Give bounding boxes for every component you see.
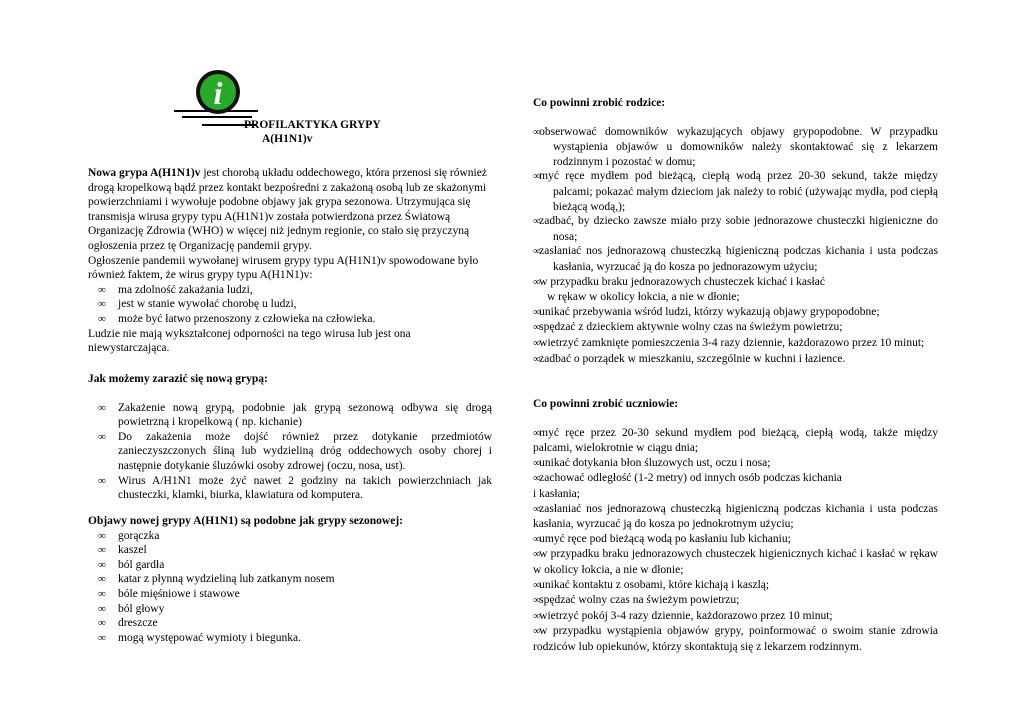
infinity-bullet-icon: ∞ bbox=[533, 457, 540, 469]
infinity-bullet-icon: ∞ bbox=[533, 595, 540, 607]
list-item: ∞ jest w stanie wywołać chorobę u ludzi, bbox=[98, 298, 297, 311]
list-item: ∞ Zakażenie nową grypą, podobnie jak grypą sezonową odbywa się drogą powietrzną i kropelkową ( np. kichanie) bbox=[98, 401, 492, 429]
list-item: ∞spędzać wolny czas na świeżym powietrzu; bbox=[533, 594, 740, 607]
list-item: ∞unikać dotykania błon śluzowych ust, oczu i nosa; bbox=[533, 456, 771, 469]
infinity-bullet-icon: ∞ bbox=[533, 626, 540, 638]
list-item: ∞ Do zakażenia może dojść również przez dotykanie przedmiotów zanieczyszczonych śliną lub wydzieliną dróg oddechowych osoby chorej i następnie dotykanie śluzówki osoby zdrowej (oczu, nosa, ust). bbox=[98, 430, 492, 472]
list-item: ∞myć ręce mydłem pod bieżącą, ciepłą wodą przez 20-30 sekund, także między palcami; pokazać małym dzieciom jak należy to robić (używając mydła, pod ciepłą bieżącą wodą,); bbox=[533, 170, 938, 213]
infinity-bullet-icon: ∞ bbox=[533, 171, 540, 183]
infinity-bullet-icon: ∞ bbox=[533, 276, 540, 288]
list-item: ∞w przypadku braku jednorazowych chusteczek higienicznych kichać i kasłać w rękaw w okolicy łokcia, a nie w dłonie; bbox=[533, 548, 938, 576]
title-line-1: PROFILAKTYKA GRYPY bbox=[244, 119, 381, 131]
list-item: ∞ ma zdolność zakażania ludzi, bbox=[98, 283, 253, 296]
list-item: ∞ ból głowy bbox=[98, 602, 165, 615]
symptoms-section bbox=[88, 514, 492, 645]
symptoms-heading: Objawy nowej grypy A(H1N1) są podobne jak grypy sezonowej: bbox=[88, 515, 403, 527]
logo-letter: i bbox=[213, 75, 223, 111]
intro-paragraph bbox=[88, 166, 492, 254]
list-item: ∞w przypadku wystąpienia objawów grypy, poinformować o swoim stanie zdrowia rodziców lub opiekunów, którzy skontaktują się z lekarzem rodzinnym. bbox=[533, 625, 938, 653]
list-item: ∞ Wirus A/H1N1 może żyć nawet 2 godziny na takich powierzchniach jak chusteczki, klamki, biurka, klawiatura od komputera. bbox=[98, 474, 492, 502]
list-item: ∞ kaszel bbox=[98, 544, 147, 557]
infinity-bullet-icon: ∞ bbox=[533, 246, 540, 258]
list-item: ∞zadbać, by dziecko zawsze miało przy sobie jednorazowe chusteczki higieniczne do nosa; bbox=[533, 215, 938, 243]
list-item-continuation: w rękaw w okolicy łokcia, a nie w dłonie; bbox=[547, 291, 740, 304]
list-item: ∞ gorączka bbox=[98, 529, 160, 542]
parents-section bbox=[533, 96, 938, 367]
infinity-bullet-icon: ∞ bbox=[533, 579, 540, 591]
infinity-bullet-icon: ∞ bbox=[533, 533, 540, 545]
list-item: ∞zachować odległość (1-2 metry) od innych osób podczas kichania bbox=[533, 472, 842, 485]
list-item: ∞ mogą występować wymioty i biegunka. bbox=[98, 631, 302, 644]
infinity-bullet-icon: ∞ bbox=[533, 353, 540, 365]
list-item-continuation: i kasłania; bbox=[533, 487, 580, 500]
list-item: ∞wietrzyć zamknięte pomieszczenia 3-4 razy dziennie, każdorazowo przez 10 minut; bbox=[533, 336, 925, 349]
infinity-bullet-icon: ∞ bbox=[98, 602, 106, 615]
intro-section bbox=[88, 166, 492, 356]
intro-paragraph-2: Ogłoszenie pandemii wywołanej wirusem grypy typu A(H1N1)v spowodowane było również faktem, że wirus grypy typu A(H1N1)v: bbox=[88, 254, 479, 282]
list-item: ∞w przypadku braku jednorazowych chusteczek kichać i kasłać bbox=[533, 275, 825, 288]
infinity-bullet-icon: ∞ bbox=[533, 473, 540, 485]
infinity-bullet-icon: ∞ bbox=[98, 474, 106, 487]
infinity-bullet-icon: ∞ bbox=[98, 617, 106, 630]
infinity-bullet-icon: ∞ bbox=[98, 283, 106, 296]
list-item: ∞ ból gardła bbox=[98, 558, 165, 571]
infinity-bullet-icon: ∞ bbox=[98, 573, 106, 586]
list-item: ∞zasłaniać nos jednorazową chusteczką higieniczną podczas kichania i usta podczas kasłania, wyrzucać ją do kosza po jednorazowym użyciu; bbox=[533, 245, 938, 273]
list-item: ∞ bóle mięśniowe i stawowe bbox=[98, 587, 240, 600]
infinity-bullet-icon: ∞ bbox=[98, 587, 106, 600]
infinity-bullet-icon: ∞ bbox=[98, 544, 106, 557]
infinity-bullet-icon: ∞ bbox=[98, 312, 106, 325]
infinity-bullet-icon: ∞ bbox=[533, 549, 540, 561]
list-item: ∞wietrzyć pokój 3-4 razy dziennie, każdorazowo przez 10 minut; bbox=[533, 609, 833, 622]
infinity-bullet-icon: ∞ bbox=[98, 430, 106, 443]
list-item: ∞ dreszcze bbox=[98, 617, 158, 630]
list-item: ∞ może być łatwo przenoszony z człowieka na człowieka. bbox=[98, 312, 376, 325]
list-item: ∞obserwować domowników wykazujących objawy grypopodobne. W przypadku wystąpienia objawów u domowników należy skontaktować się z lekarzem rodzinnym i pozostać w domu; bbox=[533, 125, 938, 168]
intro-text: jest chorobą układu oddechowego, która przenosi się również drogą kropelkową bądź przez kontakt bezpośredni z zakażoną osobą lub ze skażonymi powierzchniami i wywołuje podobne objawy jak grypa sezonowa. Utrzymująca się transmisja wirusa grypy typu A(H1N1)v została potwierdzona przez Światową Organizację Zdrowia (WHO) w więcej niż jednym regionie, co stało się przyczyną ogłoszenia przez tę Organizację pandemii grypy. bbox=[88, 167, 487, 252]
parents-heading: Co powinni zrobić rodzice: bbox=[533, 97, 666, 109]
students-section bbox=[533, 397, 938, 655]
infinity-bullet-icon: ∞ bbox=[98, 529, 106, 542]
list-item: ∞zadbać o porządek w mieszkaniu, szczególnie w kuchni i łazience. bbox=[533, 352, 846, 365]
infection-heading: Jak możemy zarazić się nową grypą: bbox=[88, 373, 268, 385]
symptoms-list bbox=[88, 529, 492, 646]
infinity-bullet-icon: ∞ bbox=[98, 401, 106, 414]
intro-bullet-list bbox=[88, 283, 492, 327]
parents-list bbox=[533, 125, 938, 368]
infinity-bullet-icon: ∞ bbox=[533, 322, 540, 334]
page-title bbox=[244, 118, 381, 146]
infection-section bbox=[88, 372, 492, 503]
infinity-bullet-icon: ∞ bbox=[98, 298, 106, 311]
list-item: ∞spędzać z dzieckiem aktywnie wolny czas na świeżym powietrzu; bbox=[533, 321, 843, 334]
students-heading: Co powinni zrobić uczniowie: bbox=[533, 398, 679, 410]
infinity-bullet-icon: ∞ bbox=[533, 126, 540, 138]
list-item: ∞unikać przebywania wśród ludzi, którzy wykazują objawy grypopodobne; bbox=[533, 305, 880, 318]
students-list bbox=[533, 426, 938, 655]
list-item: ∞unikać kontaktu z osobami, które kichają i kaszlą; bbox=[533, 578, 770, 591]
list-item: ∞ katar z płynną wydzieliną lub zatkanym nosem bbox=[98, 573, 335, 586]
infinity-bullet-icon: ∞ bbox=[533, 337, 540, 349]
infinity-bullet-icon: ∞ bbox=[98, 558, 106, 571]
infinity-bullet-icon: ∞ bbox=[533, 306, 540, 318]
infinity-bullet-icon: ∞ bbox=[533, 427, 540, 439]
list-item: ∞zasłaniać nos jednorazową chusteczką higieniczną podczas kichania i usta podczas kasłania, wyrzucać ją do kosza po jednokrotnym użyciu; bbox=[533, 502, 938, 531]
infection-list bbox=[88, 401, 492, 503]
list-item: ∞myć ręce przez 20-30 sekund mydłem pod bieżącą, ciepłą wodą, także między palcami, wielokrotnie w ciągu dnia; bbox=[533, 426, 938, 455]
infinity-bullet-icon: ∞ bbox=[533, 216, 540, 228]
title-line-2: A(H1N1)v bbox=[262, 133, 313, 145]
infinity-bullet-icon: ∞ bbox=[98, 631, 106, 644]
infinity-bullet-icon: ∞ bbox=[533, 503, 540, 515]
intro-lead: Nowa grypa A(H1N1)v bbox=[88, 167, 201, 179]
list-item: ∞umyć ręce pod bieżącą wodą po kasłaniu lub kichaniu; bbox=[533, 532, 791, 545]
intro-paragraph-3: Ludzie nie mają wykształconej odporności na tego wirusa lub jest ona niewystarczająca. bbox=[88, 327, 411, 355]
infinity-bullet-icon: ∞ bbox=[533, 610, 540, 622]
